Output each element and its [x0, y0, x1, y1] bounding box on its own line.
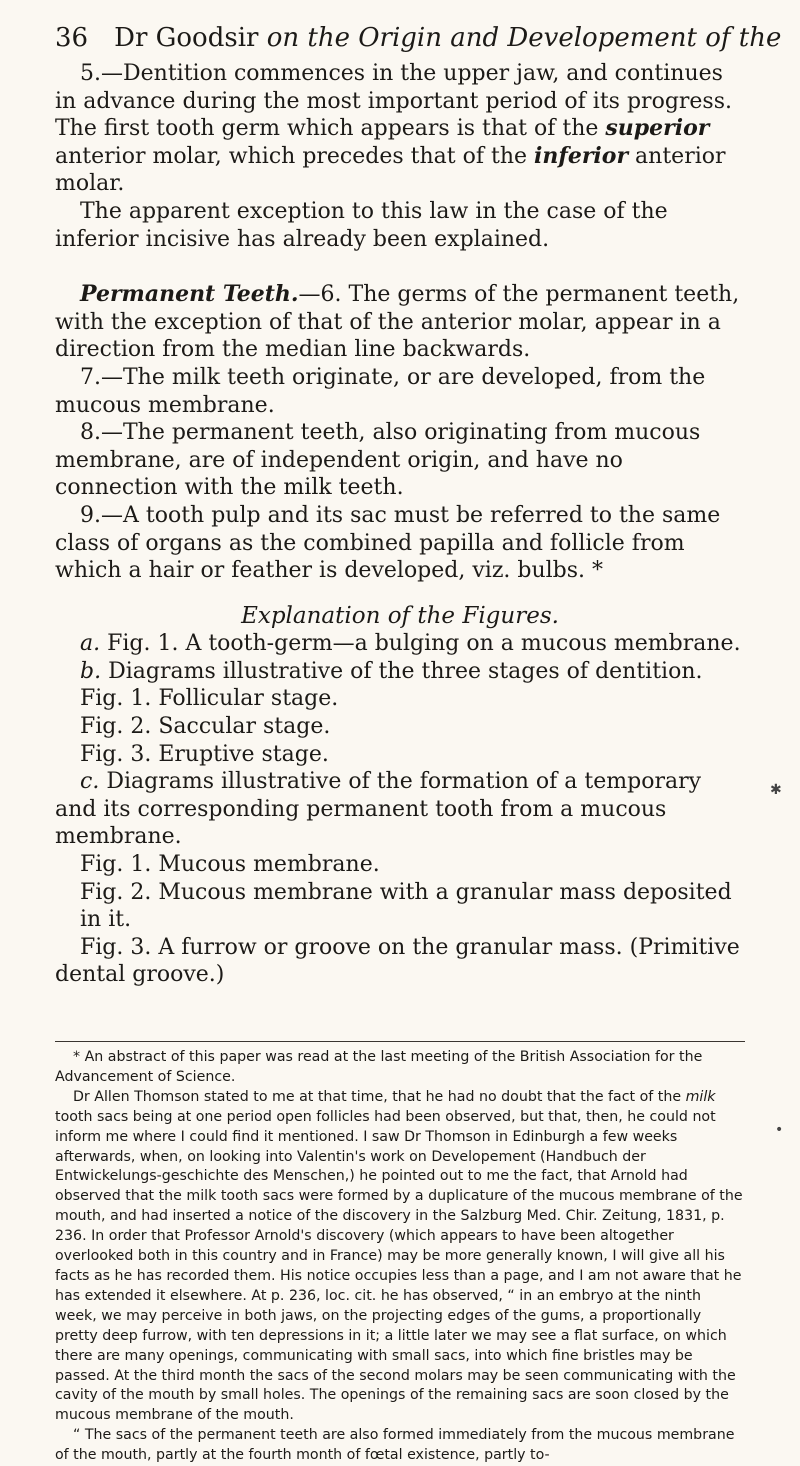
header-of: of: [705, 23, 731, 53]
figure-b: b. Diagrams illustrative of the three stages of dentition.: [80, 658, 703, 684]
header-the: the: [738, 23, 782, 53]
inferior-emphasis: inferior: [534, 142, 629, 169]
paragraph-9: 9.—A tooth pulp and its sac must be referred to the same class of organs as the combined papilla and follicle from which a hair or feather is developed, viz. bulbs. *: [55, 502, 721, 584]
page-number: 36: [55, 23, 89, 53]
milk-emphasis: milk: [685, 1088, 716, 1105]
footnote-3: “ The sacs of the permanent teeth are also formed immediately from the mucous membrane of the mouth, partly at the fourth month of fœtal existence, partly to-: [55, 1427, 735, 1464]
figure-b-1: Fig. 1. Follicular stage.: [80, 686, 339, 712]
paragraph-6: Permanent Teeth.—6. The germs of the permanent teeth, with the exception of that of the anterior molar, appear in a direction from the median line backwards.: [55, 281, 740, 363]
figure-c-2: Fig. 2. Mucous membrane with a granular mass deposited in it.: [80, 879, 732, 933]
figure-c: c. Diagrams illustrative of the formation of a temporary and its corresponding permanent tooth from a mucous membrane.: [55, 769, 702, 850]
superior-emphasis: superior: [605, 115, 710, 142]
header-title-italic: on the Origin and Developement: [266, 23, 697, 53]
main-text: [55, 60, 745, 989]
figure-b-2: Fig. 2. Saccular stage.: [80, 714, 331, 740]
margin-dot: •: [775, 1122, 784, 1138]
paragraph-exception: The apparent exception to this law in the case of the inferior incisive has already been explained.: [55, 198, 668, 252]
paragraph-8: 8.—The permanent teeth, also originating from mucous membrane, are of independent origin, and have no connection with the milk teeth.: [55, 420, 701, 501]
figure-c-3: Fig. 3. A furrow or groove on the granular mass. (Primitive dental groove.): [55, 934, 740, 988]
figure-b-3: Fig. 3. Eruptive stage.: [80, 741, 329, 767]
permanent-teeth-heading: Permanent Teeth.: [80, 281, 299, 308]
footnote-2: Dr Allen Thomson stated to me at that time, that he had no doubt that the fact of the milk tooth sacs being at one period open follicles had been observed, but that, then, he could not inform me where I could find it mentioned. I saw Dr Thomson in Edinburgh a few weeks afterwards, when, on looking into Valentin's work on Developement (Handbuch der Entwickelungs-geschichte des Menschen,) he pointed out to me the fact, that Arnold had observed that the milk tooth sacs were formed by a duplicature of the mucous membrane of the mouth, and had inserted a notice of the discovery in the Salzburg Med. Chir. Zeitung, 1831, p. 236. In order that Professor Arnold's discovery (which appears to have been altogether overlooked both in this country and in France) may be more generally known, I will give all his facts as he has recorded them. His notice occupies less than a page, and I am not aware that he has extended it elsewhere. At p. 236, loc. cit. he has observed, “ in an embryo at the ninth week, we may perceive in both jaws, on the projecting edges of the gums, a proportionally pretty deep furrow, with ten depressions in it; a little later we may see a flat surface, on which there are many openings, communicating with small sacs, into which fine bristles may be passed. At the third month the sacs of the second molars may be seen communicating with the cavity of the mouth by small holes. The openings of the remaining sacs are soon closed by the mucous membrane of the mouth.: [55, 1088, 743, 1424]
margin-mark: ✱: [770, 782, 782, 798]
footnote: [55, 1048, 745, 1466]
figure-a: a. Fig. 1. A tooth-germ—a bulging on a mucous membrane.: [80, 631, 741, 657]
header-author: Dr Goodsir: [114, 23, 259, 53]
footnote-divider: [55, 1041, 745, 1042]
paragraph-5: 5.—Dentition commences in the upper jaw, and continues in advance during the most important period of its progress. The first tooth germ which appears is that of the superior anterior molar, which precedes that of the inferior anterior molar.: [55, 61, 733, 197]
footnote-1: * An abstract of this paper was read at the last meeting of the British Association for the Advancement of Science.: [55, 1049, 703, 1085]
explanation-heading: Explanation of the Figures.: [241, 602, 559, 629]
figure-c-1: Fig. 1. Mucous membrane.: [80, 852, 380, 878]
paragraph-7: 7.—The milk teeth originate, or are developed, from the mucous membrane.: [55, 364, 706, 418]
running-header: [55, 22, 782, 54]
